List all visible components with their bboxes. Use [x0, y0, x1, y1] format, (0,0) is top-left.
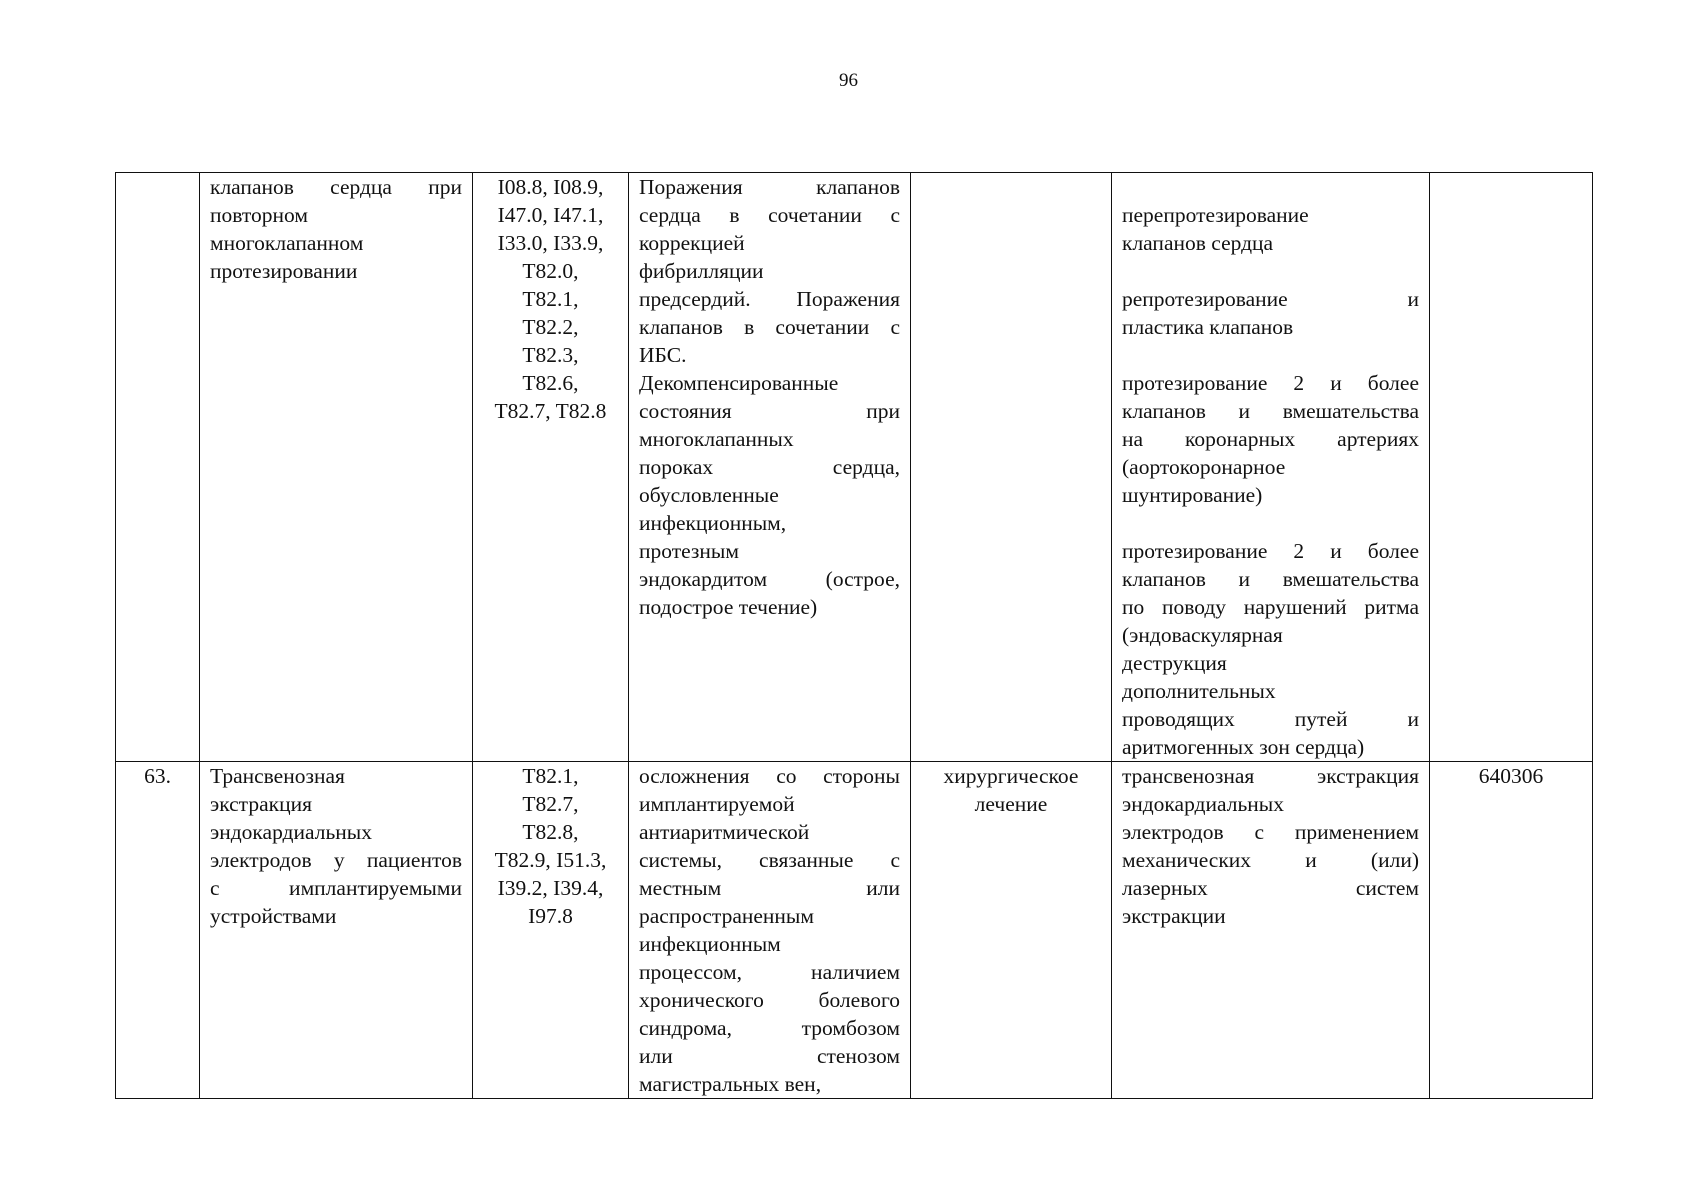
text-line: пороках сердца, — [639, 455, 900, 479]
cost-cell — [1430, 762, 1593, 1099]
text-line: проводящих путей и — [1122, 707, 1419, 731]
treatment-type-cell — [911, 173, 1112, 762]
text-line: по поводу нарушений ритма — [1122, 595, 1419, 619]
text-line: имплантируемой — [639, 792, 795, 816]
text-line: аритмогенных зон сердца) — [1122, 735, 1365, 759]
text-line: перепротезирование — [1122, 203, 1309, 227]
text-line: клапанов и вмешательства — [1122, 567, 1419, 591]
text-line: протезирование 2 и более — [1122, 539, 1419, 563]
text-line: клапанов сердца при — [210, 175, 462, 199]
text-line: клапанов сердца — [1122, 231, 1274, 255]
text-line: пластика клапанов — [1122, 315, 1294, 339]
number-cell — [116, 762, 200, 1099]
text-line: лазерных систем — [1122, 876, 1419, 900]
medical-care-table — [115, 172, 1593, 1099]
text-line: инфекционным — [639, 932, 781, 956]
text-line: с имплантируемыми — [210, 876, 462, 900]
text-line: хирургическое — [943, 764, 1079, 788]
text-line: обусловленные — [639, 483, 779, 507]
text-line: эндокардитом (острое, — [639, 567, 900, 591]
text-line: протезным — [639, 539, 739, 563]
treatment-methods-cell — [1112, 762, 1430, 1099]
text-line: повторном — [210, 203, 308, 227]
blank-line — [1122, 509, 1419, 537]
text-line: протезировании — [210, 259, 358, 283]
cost-cell — [1430, 173, 1593, 762]
blank-line — [1122, 341, 1419, 369]
treatment-methods-cell — [1112, 173, 1430, 762]
treatment-type-cell — [911, 762, 1112, 1099]
text-line: T82.1, — [522, 764, 579, 788]
icd-codes — [473, 762, 628, 930]
text-line: I47.0, I47.1, — [497, 203, 604, 227]
patient-model-cell — [629, 173, 911, 762]
text-line: инфекционным, — [639, 511, 787, 535]
text-line: системы, связанные с — [639, 848, 900, 872]
table-row — [116, 762, 1593, 1099]
treatment-methods — [1112, 762, 1429, 930]
care-name-cell — [200, 762, 473, 1099]
care-name — [200, 762, 472, 930]
text-line: I33.0, I33.9, — [497, 231, 604, 255]
text-line: трансвенозная экстракция — [1122, 764, 1419, 788]
text-line: местным или — [639, 876, 900, 900]
text-line: многоклапанном — [210, 231, 364, 255]
text-line: экстракции — [1122, 904, 1226, 928]
text-line: (эндоваскулярная — [1122, 623, 1283, 647]
text-line: репротезирование и — [1122, 287, 1419, 311]
text-line: Декомпенсированные — [639, 371, 839, 395]
text-line: клапанов и вмешательства — [1122, 399, 1419, 423]
text-line: эндокардиальных — [1122, 792, 1284, 816]
text-line: T82.3, — [522, 343, 579, 367]
text-line: T82.2, — [522, 315, 579, 339]
text-line: магистральных вен, — [639, 1072, 822, 1096]
text-line: подострое течение) — [639, 595, 818, 619]
text-line: ИБС. — [639, 343, 687, 367]
icd-codes-cell — [473, 173, 629, 762]
text-line: T82.0, — [522, 259, 579, 283]
text-line: на коронарных артериях — [1122, 427, 1419, 451]
text-line: I39.2, I39.4, — [497, 876, 604, 900]
text-line: Трансвенозная — [210, 764, 345, 788]
patient-model — [629, 762, 910, 1098]
text-line: фибрилляции — [639, 259, 764, 283]
text-line: состояния при — [639, 399, 900, 423]
text-line: антиаритмической — [639, 820, 810, 844]
text-line: шунтирование) — [1122, 483, 1263, 507]
text-line: сердца в сочетании с — [639, 203, 900, 227]
text-line: электродов у пациентов — [210, 848, 462, 872]
text-line: устройствами — [210, 904, 337, 928]
treatment-type — [911, 762, 1111, 818]
text-line: осложнения со стороны — [639, 764, 900, 788]
cost-value: 640306 — [1478, 764, 1544, 788]
blank-line — [1122, 173, 1419, 201]
text-line: синдрома, тромбозом — [639, 1016, 900, 1040]
text-line: I97.8 — [528, 904, 573, 928]
text-line: коррекцией — [639, 231, 745, 255]
text-line: лечение — [974, 792, 1048, 816]
text-line: T82.1, — [522, 287, 579, 311]
text-line: I08.8, I08.9, — [497, 175, 604, 199]
number-cell — [116, 173, 200, 762]
row-number: 63. — [144, 764, 171, 788]
icd-codes-cell — [473, 762, 629, 1099]
text-line: хронического болевого — [639, 988, 900, 1012]
text-line: T82.9, I51.3, — [494, 848, 607, 872]
blank-line — [1122, 257, 1419, 285]
treatment-methods — [1112, 173, 1429, 761]
patient-model — [629, 173, 910, 621]
text-line: (аортокоронарное — [1122, 455, 1286, 479]
text-line: протезирование 2 и более — [1122, 371, 1419, 395]
text-line: дополнительных — [1122, 679, 1276, 703]
text-line: электродов с применением — [1122, 820, 1419, 844]
text-line: предсердий. Поражения — [639, 287, 900, 311]
text-line: T82.7, — [522, 792, 579, 816]
text-line: или стенозом — [639, 1044, 900, 1068]
text-line: эндокардиальных — [210, 820, 372, 844]
page-number: 96 — [839, 70, 858, 91]
text-line: T82.6, — [522, 371, 579, 395]
text-line: процессом, наличием — [639, 960, 900, 984]
icd-codes — [473, 173, 628, 425]
table-row — [116, 173, 1593, 762]
text-line: T82.7, T82.8 — [494, 399, 607, 423]
text-line: распространенным — [639, 904, 814, 928]
text-line: клапанов в сочетании с — [639, 315, 900, 339]
text-line: многоклапанных — [639, 427, 794, 451]
text-line: экстракция — [210, 792, 312, 816]
text-line: деструкция — [1122, 651, 1227, 675]
text-line: Поражения клапанов — [639, 175, 900, 199]
text-line: механических и (или) — [1122, 848, 1419, 872]
care-name-cell — [200, 173, 473, 762]
text-line: T82.8, — [522, 820, 579, 844]
patient-model-cell — [629, 762, 911, 1099]
care-name — [200, 173, 472, 285]
